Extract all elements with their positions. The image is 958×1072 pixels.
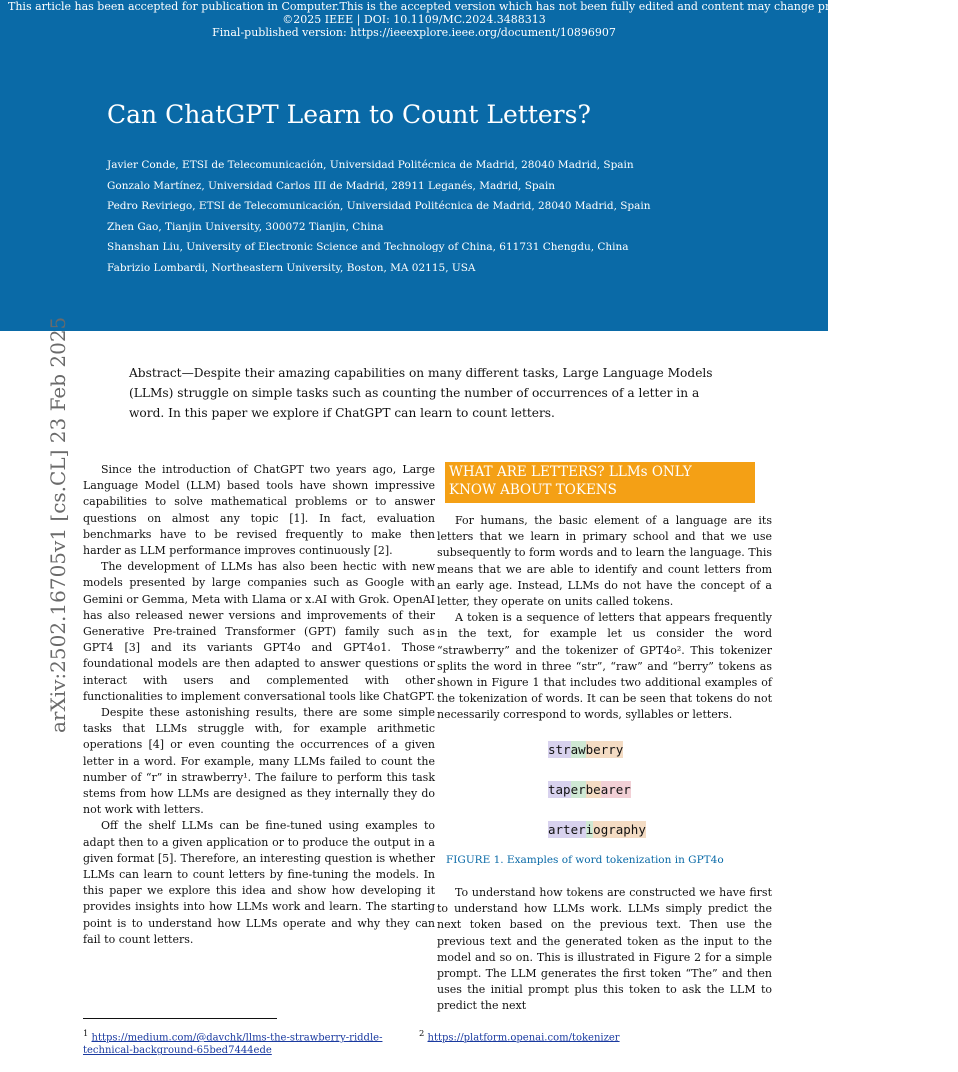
figure-caption: FIGURE 1. Examples of word tokenization in GPT4o (446, 854, 724, 866)
token-chip: aw (570, 742, 586, 757)
footnote-link-2[interactable]: https://platform.openai.com/tokenizer (427, 1032, 620, 1044)
footnote-rule (83, 1018, 277, 1019)
body-paragraph: The development of LLMs has also been hectic with new models presented by large companies such as Google with Gemini or Gemma, Meta with Llama or x.AI with Grok. OpenAI has also released newer versions and improvements of their Generative Pre-trained Transformer (GPT) family such as GPT4 [3] and its variants GPT4o and GPT4o1. Those foundational models are then adapted to answer questions or interact with users and complemented with other functionalities to implement conversational tools like ChatGPT. (83, 560, 435, 703)
notice-line-2: ©2025 IEEE | DOI: 10.1109/MC.2024.3488313 (282, 13, 546, 26)
publication-notice (0, 0, 958, 39)
token-row (548, 781, 631, 799)
author-affiliation: Zhen Gao, Tianjin University, 300072 Tianjin, China (107, 220, 384, 233)
body-paragraph: A token is a sequence of letters that appears frequently in the text, for example let us consider the word “strawberry” and the tokenizer of GPT4o². This tokenizer splits the word in three “str”, “raw” and “berry” tokens as shown in Figure 1 that includes two additional examples of the tokenization of words. It can be seen that tokens do not necessarily correspond to words, syllables or letters. (437, 611, 772, 722)
header-banner (0, 0, 958, 331)
token-chip: er (570, 782, 586, 797)
token-chip: tap (548, 782, 571, 797)
notice-line-1: This article has been accepted for publication in Computer.This is the accepted version which has not been fully edited and content may change prior to final publication. (8, 0, 958, 13)
footnote-mark: 1 (83, 1028, 89, 1038)
token-chip: ography (593, 822, 646, 837)
author-affiliation: Javier Conde, ETSI de Telecomunicación, Universidad Politécnica de Madrid, 28040 Madrid, Spain (107, 159, 634, 171)
section-heading (445, 462, 755, 503)
token-chip: str (548, 742, 571, 757)
token-row (548, 741, 623, 759)
body-paragraph: Despite these astonishing results, there are some simple tasks that LLMs struggle with, for example arithmetic operations [4] or even counting the occurrences of a given letter in a word. For example, many LLMs failed to count the number of “r” in strawberry¹. The failure to perform this task stems from how LLMs are designed as they internally they do not work with letters. (83, 706, 435, 817)
arxiv-identifier: arXiv:2502.16705v1 [cs.CL] 23 Feb 2025 (46, 316, 70, 733)
author-list (107, 155, 651, 278)
right-column (437, 513, 772, 724)
body-paragraph: For humans, the basic element of a language are its letters that we learn in primary school and that we use subsequently to form words and to learn the language. This means that we are able to identify and count letters from an early age. Instead, LLMs do not have the concept of a letter, they operate on units called tokens. (437, 514, 772, 609)
left-column (83, 462, 435, 948)
body-paragraph: Since the introduction of ChatGPT two years ago, Large Language Model (LLM) based tools have shown impressive capabilities to solve mathematical problems or to answer questions on almost any topic [1]. In fact, evaluation benchmarks have to be revised frequently to make then harder as LLM performance improves continuously [2]. (83, 463, 435, 558)
author-affiliation: Fabrizio Lombardi, Northeastern University, Boston, MA 02115, USA (107, 261, 476, 274)
author-affiliation: Gonzalo Martínez, Universidad Carlos III de Madrid, 28911 Leganés, Madrid, Spain (107, 179, 556, 192)
token-chip: i (585, 822, 594, 837)
token-chip: arter (548, 822, 586, 837)
right-column-continued (437, 885, 772, 1015)
token-chip: arer (600, 782, 631, 797)
token-chip: berry (585, 742, 624, 757)
footnote-mark: 2 (419, 1028, 425, 1038)
token-chip: be (585, 782, 601, 797)
footnote-link-1[interactable]: https://medium.com/@davchk/llms-the-strawberry-riddle-technical-background-65bed7444ede (83, 1032, 383, 1057)
token-row (548, 821, 646, 839)
notice-line-3[interactable]: Final-published version: https://ieeexplore.ieee.org/document/10896907 (212, 26, 616, 39)
section-heading-line: KNOW ABOUT TOKENS (449, 482, 617, 498)
body-paragraph: To understand how tokens are constructed we have first to understand how LLMs work. LLMs simply predict the next token based on the previous text. Then use the previous text and the generated token as the input to the model and so on. This is illustrated in Figure 2 for a simple prompt. The LLM generates the first token “The” and then uses the initial prompt plus this token to ask the LLM to predict the next (437, 886, 772, 1013)
section-heading-line: WHAT ARE LETTERS? LLMs ONLY (449, 464, 692, 480)
footnotes (83, 1027, 620, 1057)
paper-title: Can ChatGPT Learn to Count Letters? (107, 100, 591, 129)
abstract: Abstract—Despite their amazing capabilities on many different tasks, Large Language Models (LLMs) struggle on simple tasks such as counting the number of occurrences of a letter in a word. In this paper we explore if ChatGPT can learn to count letters. (129, 366, 713, 420)
author-affiliation: Pedro Reviriego, ETSI de Telecomunicación, Universidad Politécnica de Madrid, 28040 Madrid, Spain (107, 200, 651, 212)
body-paragraph: Off the shelf LLMs can be fine-tuned using examples to adapt then to a given application or to produce the output in a given format [5]. Therefore, an interesting question is whether LLMs can learn to count letters by fine-tuning the models. In this paper we explore this idea and show how developing it provides insights into how LLMs work and learn. The starting point is to understand how LLMs operate and why they can fail to count letters. (83, 819, 435, 946)
author-affiliation: Shanshan Liu, University of Electronic Science and Technology of China, 611731 Chengdu, China (107, 241, 629, 253)
